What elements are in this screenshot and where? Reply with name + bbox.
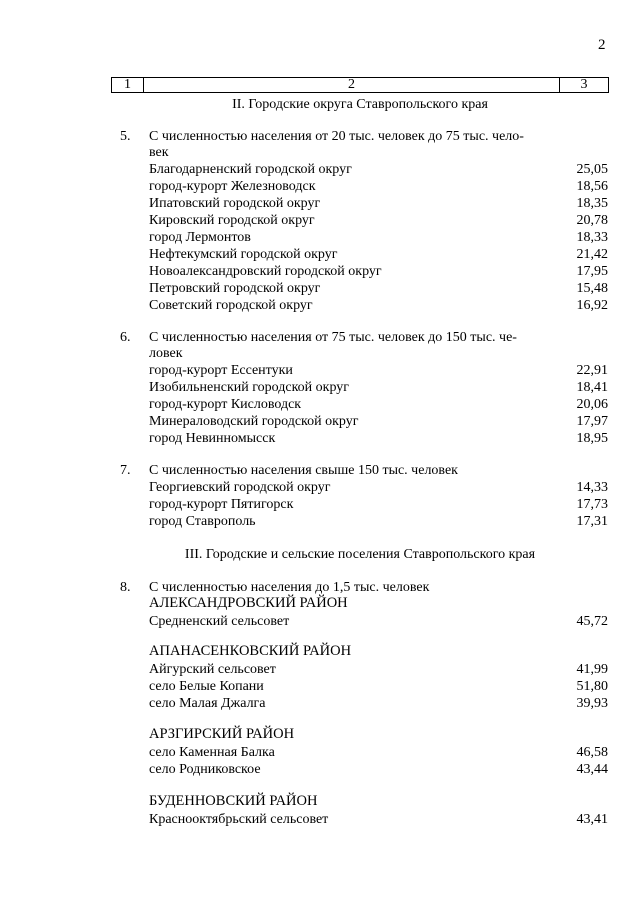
district-heading: БУДЕННОВСКИЙ РАЙОН	[149, 793, 318, 809]
list-item-value: 17,31	[576, 514, 608, 529]
list-item: город-курорт Ессентуки	[149, 363, 293, 378]
table-header	[111, 77, 609, 93]
group-6-title-cont: ловек	[149, 346, 183, 361]
group-6-number: 6.	[120, 330, 131, 345]
page-number: 2	[598, 37, 606, 53]
list-item: село Белые Копани	[149, 679, 264, 694]
group-8-title: С численностью населения до 1,5 тыс. человек	[149, 580, 430, 595]
list-item: Георгиевский городской округ	[149, 480, 331, 495]
district-heading: АРЗГИРСКИЙ РАЙОН	[149, 726, 295, 742]
group-7-title: С численностью населения свыше 150 тыс. человек	[149, 463, 458, 478]
list-item-value: 15,48	[576, 281, 608, 296]
list-item-value: 17,97	[576, 414, 608, 429]
list-item-value: 39,93	[576, 696, 608, 711]
list-item-value: 43,44	[576, 762, 608, 777]
list-item-value: 41,99	[576, 662, 608, 677]
list-item: город-курорт Пятигорск	[149, 497, 294, 512]
list-item: город Лермонтов	[149, 230, 251, 245]
section-2-title: II. Городские округа Ставропольского края	[232, 97, 488, 112]
list-item: село Каменная Балка	[149, 745, 275, 760]
list-item: Минераловодский городской округ	[149, 414, 359, 429]
list-item-value: 46,58	[576, 745, 608, 760]
list-item: село Малая Джалга	[149, 696, 266, 711]
list-item-value: 25,05	[576, 162, 608, 177]
group-5-title: С численностью населения от 20 тыс. человек до 75 тыс. чело-	[149, 129, 524, 144]
list-item-value: 45,72	[576, 614, 608, 629]
list-item: Айгурский сельсовет	[149, 662, 276, 677]
list-item-value: 22,91	[576, 363, 608, 378]
list-item-value: 17,95	[576, 264, 608, 279]
group-7-number: 7.	[120, 463, 131, 478]
group-8-number: 8.	[120, 580, 131, 595]
list-item: Краснооктябрьский сельсовет	[149, 812, 329, 827]
list-item: город Невинномысск	[149, 431, 276, 446]
section-3-title: III. Городские и сельские поселения Ставропольского края	[184, 547, 536, 562]
list-item-value: 51,80	[576, 679, 608, 694]
list-item-value: 18,41	[576, 380, 608, 395]
list-item: Ипатовский городской округ	[149, 196, 321, 211]
list-item-value: 43,41	[576, 812, 608, 827]
list-item-value: 18,56	[576, 179, 608, 194]
list-item-value: 16,92	[576, 298, 608, 313]
list-item: город-курорт Железноводск	[149, 179, 316, 194]
list-item: Кировский городской округ	[149, 213, 315, 228]
list-item: село Родниковское	[149, 762, 261, 777]
list-item-value: 21,42	[576, 247, 608, 262]
list-item: Благодарненский городской округ	[149, 162, 352, 177]
list-item-value: 18,35	[576, 196, 608, 211]
list-item-value: 20,78	[576, 213, 608, 228]
list-item: город-курорт Кисловодск	[149, 397, 302, 412]
list-item-value: 18,95	[576, 431, 608, 446]
list-item-value: 20,06	[576, 397, 608, 412]
list-item-value: 14,33	[576, 480, 608, 495]
list-item-value: 17,73	[576, 497, 608, 512]
list-item: Новоалександровский городской округ	[149, 264, 382, 279]
list-item: Петровский городской округ	[149, 281, 321, 296]
list-item: Изобильненский городской округ	[149, 380, 350, 395]
group-6-title: С численностью населения от 75 тыс. человек до 150 тыс. че-	[149, 330, 517, 345]
group-5-number: 5.	[120, 129, 131, 144]
header-col-2: 2	[144, 78, 560, 92]
list-item: город Ставрополь	[149, 514, 256, 529]
header-col-3: 3	[580, 77, 588, 92]
district-heading: АПАНАСЕНКОВСКИЙ РАЙОН	[149, 643, 352, 659]
group-5-title-cont: век	[149, 145, 169, 160]
district-heading: АЛЕКСАНДРОВСКИЙ РАЙОН	[149, 595, 348, 611]
header-col-1: 1	[112, 78, 144, 92]
list-item: Средненский сельсовет	[149, 614, 290, 629]
list-item: Нефтекумский городской округ	[149, 247, 338, 262]
list-item: Советский городской округ	[149, 298, 313, 313]
list-item-value: 18,33	[576, 230, 608, 245]
